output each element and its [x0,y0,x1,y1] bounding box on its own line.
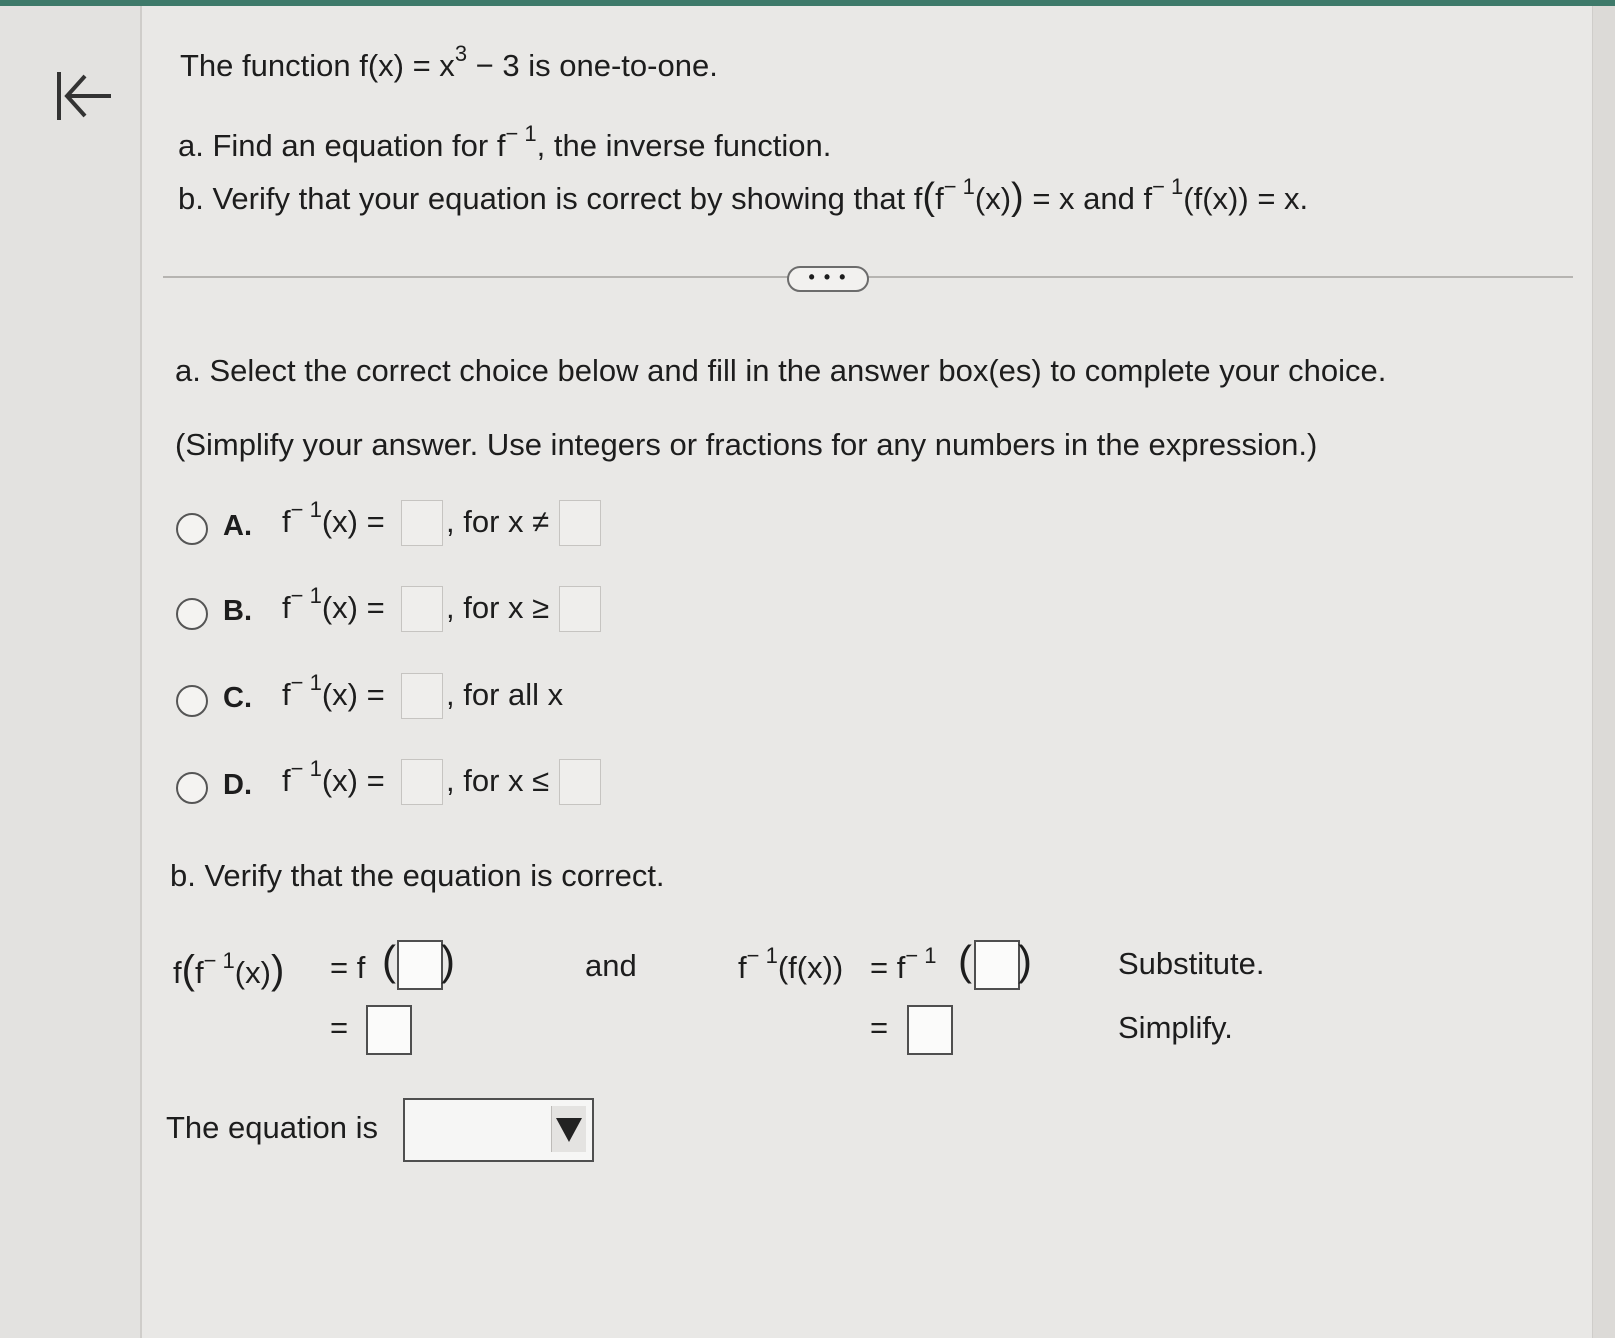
verify-left-simplify-input[interactable] [366,1005,412,1055]
step-substitute-label: Substitute. [1118,946,1265,981]
part-b-title: b. Verify that the equation is correct. [170,858,665,893]
verify-right-eq: = $f^{- 1}$ [870,942,937,985]
verify-left-lhs: $f(f^{- 1}(x))$ [173,947,285,992]
choice-c-letter: C. [223,682,252,714]
choice-a-inverse-input[interactable] [401,500,443,546]
conclusion-label: The equation is [166,1110,378,1145]
radio-choice-b[interactable] [176,598,208,630]
choice-b-condition: , for x ≥ [446,590,550,625]
right-scroll-edge [1592,6,1615,1338]
choice-d-condition: , for x ≤ [446,763,550,798]
left-close-paren: ) [441,937,455,984]
choice-c-inverse-input[interactable] [401,673,443,719]
radio-choice-a[interactable] [176,513,208,545]
question-part-b: b. Verify that your equation is correct by showing that $f(f^{- 1}(x)) = x$ and $f^{- 1}(f(x)) = x$. [178,173,1309,218]
choice-d-func: $f^{- 1}(x)$ = [282,755,385,798]
step-simplify-label: Simplify. [1118,1010,1233,1045]
verify-right-lhs: $f^{- 1}(f(x))$ [738,942,844,985]
radio-choice-c[interactable] [176,685,208,717]
choice-b-func: $f^{- 1}(x)$ = [282,582,385,625]
verify-left-eq2: = [330,1010,349,1045]
choice-c-condition: , for all x [446,677,564,712]
dropdown-triangle-icon [552,1106,586,1152]
left-open-paren: ( [382,937,396,984]
verify-right-simplify-input[interactable] [907,1005,953,1055]
collapse-back-button[interactable] [55,66,115,126]
choice-a-func: $f^{- 1}(x)$ = [282,496,385,539]
right-close-paren: ) [1018,937,1032,984]
choice-b-inverse-input[interactable] [401,586,443,632]
choice-a-letter: A. [223,510,252,542]
choice-d-letter: D. [223,769,252,801]
top-accent-bar [0,0,1615,6]
choice-c-func: $f^{- 1}(x)$ = [282,669,385,712]
left-nav-panel [0,6,142,1338]
verify-left-substitute-input[interactable] [397,940,443,990]
verify-right-substitute-input[interactable] [974,940,1020,990]
expand-ellipsis-button[interactable]: • • • [787,266,869,292]
question-part-a: a. Find an equation for $f^{- 1}$, the inverse function. [178,120,832,163]
verify-right-eq2: = [870,1010,889,1045]
choice-d-condition-input[interactable] [559,759,601,805]
question-intro: The function $f(x) = x^3 - 3$ is one-to-one. [180,40,718,83]
right-open-paren: ( [958,937,972,984]
choice-b-condition-input[interactable] [559,586,601,632]
choice-b-letter: B. [223,595,252,627]
choice-a-condition: , for x ≠ [446,504,550,539]
and-label: and [585,948,637,983]
choice-a-condition-input[interactable] [559,500,601,546]
verify-left-eq: = f [330,950,366,985]
radio-choice-d[interactable] [176,772,208,804]
part-a-hint: (Simplify your answer. Use integers or fractions for any numbers in the expression.) [175,427,1318,462]
choice-d-inverse-input[interactable] [401,759,443,805]
part-a-instruction: a. Select the correct choice below and fill in the answer box(es) to complete your choice. [175,353,1387,388]
equation-correctness-dropdown[interactable] [403,1098,594,1162]
dropdown-arrow-button[interactable] [551,1106,586,1152]
collapse-left-arrow-icon [55,66,115,126]
